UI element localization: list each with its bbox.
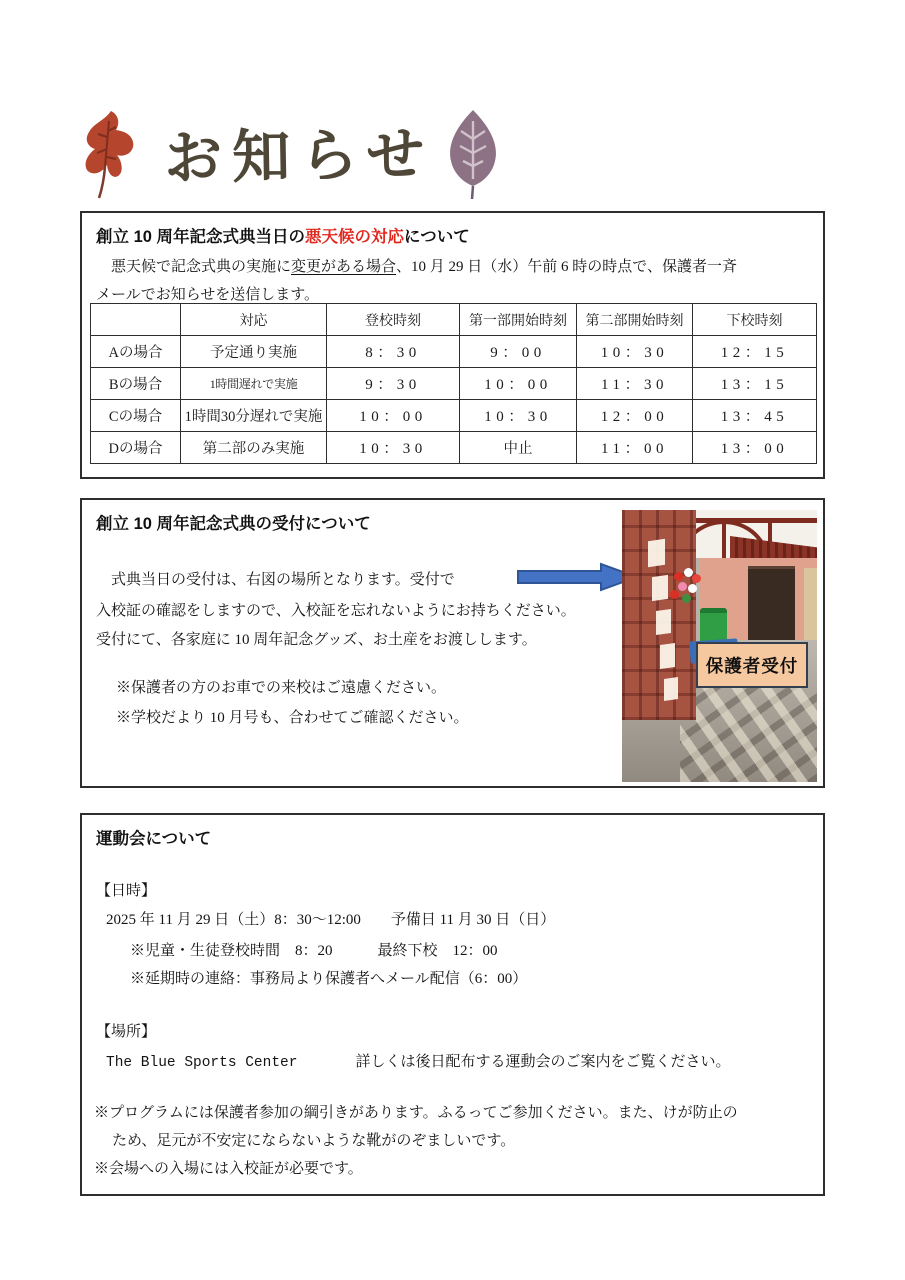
weather-title-suffix: について	[404, 228, 470, 246]
right-arrow-icon	[517, 562, 639, 592]
cell-response: 予定通り実施	[181, 336, 327, 368]
sports-datetime-label: 【日時】	[96, 883, 157, 899]
cell-time: 12：00	[577, 400, 693, 432]
section-sports-day	[80, 813, 825, 1196]
reception-note-1: ※保護者の方のお車での来校はご遠慮ください。	[116, 680, 447, 696]
cell-time: 10：30	[577, 336, 693, 368]
photo-side-wall	[804, 568, 817, 646]
weather-body-rest: 、10 月 29 日（水）午前 6 時の時点で、保護者一斉	[396, 259, 737, 275]
photo-flowers	[674, 572, 683, 581]
reception-line-2: 入校証の確認をしますので、入校証を忘れないようにお持ちください。	[96, 603, 576, 619]
reception-location-photo	[622, 510, 817, 782]
page-header	[78, 102, 508, 207]
photo-sunlight-patch	[648, 539, 665, 567]
reception-line-1: 式典当日の受付は、右図の場所となります。受付で	[96, 572, 455, 588]
cell-time: 11：30	[577, 368, 693, 400]
photo-shadow-pattern	[680, 685, 817, 782]
photo-sunlight-patch	[664, 677, 678, 701]
photo-sunlight-patch	[660, 643, 675, 669]
sports-footnote-1: ※プログラムには保護者参加の綱引きがあります。ふるってご参加ください。また、けが防止の	[94, 1105, 738, 1121]
weather-body-underlined: 変更がある場合	[291, 259, 397, 275]
sports-footnote-2: ため、足元が不安定にならないような靴がのぞましいです。	[112, 1133, 516, 1149]
col-header-dismissal: 下校時刻	[693, 304, 817, 336]
cell-time: 10：00	[460, 368, 577, 400]
cell-time: 13：00	[693, 432, 817, 464]
photo-doorway	[748, 566, 795, 644]
row-label: Dの場合	[91, 432, 181, 464]
cell-time: 9：30	[327, 368, 460, 400]
photo-flowers	[682, 594, 691, 603]
photo-flowers	[678, 582, 687, 591]
table-row	[91, 368, 817, 400]
page-title: お知らせ	[163, 119, 435, 192]
weather-schedule-table	[90, 303, 817, 464]
section-weather-response	[80, 211, 825, 479]
cell-time: 9：00	[460, 336, 577, 368]
sports-note-2: ※延期時の連絡：事務局より保護者へメール配信（6：00）	[130, 971, 528, 987]
sports-place-line	[106, 1050, 730, 1071]
sports-place-name: The Blue Sports Center	[106, 1055, 298, 1071]
reception-note-2: ※学校だより 10 月号も、合わせてご確認ください。	[116, 710, 469, 726]
table-row	[91, 432, 817, 464]
sports-note-1: ※児童・生徒登校時間 8：20 最終下校 12：00	[130, 943, 498, 959]
table-row	[91, 336, 817, 368]
row-label: Bの場合	[91, 368, 181, 400]
cell-response: 1時間遅れで実施	[181, 368, 327, 400]
row-label: Aの場合	[91, 336, 181, 368]
cell-time: 10：00	[327, 400, 460, 432]
cell-time: 13：15	[693, 368, 817, 400]
photo-flowers	[670, 590, 679, 599]
col-header-arrival: 登校時刻	[327, 304, 460, 336]
photo-flowers	[688, 584, 697, 593]
weather-section-title	[96, 223, 470, 247]
photo-sunlight-patch	[652, 575, 668, 601]
sports-place-desc: 詳しくは後日配布する運動会のご案内をご覧ください。	[355, 1054, 731, 1070]
row-label: Cの場合	[91, 400, 181, 432]
sports-section-title: 運動会について	[96, 830, 212, 848]
weather-body-lead: 悪天候で記念式典の実施に	[96, 259, 292, 275]
section-reception	[80, 498, 825, 788]
reception-label: 保護者受付	[696, 642, 808, 688]
table-row	[91, 400, 817, 432]
sports-place-label: 【場所】	[96, 1024, 157, 1040]
cell-time: 8：30	[327, 336, 460, 368]
cell-time: 12：15	[693, 336, 817, 368]
weather-title-highlight: 悪天候の対応	[305, 228, 405, 246]
reception-line-3: 受付にて、各家庭に 10 周年記念グッズ、お土産をお渡しします。	[96, 632, 537, 648]
purple-leaf-icon	[444, 109, 502, 201]
sports-footnote-3: ※会場への入場には入校証が必要です。	[94, 1161, 363, 1177]
cell-cancelled: 中止	[460, 432, 577, 464]
col-header-response: 対応	[181, 304, 327, 336]
table-header-row	[91, 304, 817, 336]
weather-title-prefix: 創立 10 周年記念式典当日の	[96, 228, 306, 246]
cell-response: 第二部のみ実施	[181, 432, 327, 464]
weather-body-line2: メールでお知らせを送信します。	[96, 287, 320, 303]
photo-sunlight-patch	[656, 609, 671, 635]
col-header-blank	[91, 304, 181, 336]
weather-body-line1	[96, 255, 737, 276]
photo-flowers	[692, 574, 701, 583]
cell-time: 13：45	[693, 400, 817, 432]
cell-time: 10：30	[460, 400, 577, 432]
red-leaf-icon	[78, 109, 142, 201]
sports-datetime-value: 2025 年 11 月 29 日（土）8：30～12:00 予備日 11 月 30 日（日）	[106, 912, 556, 928]
col-header-part1: 第一部開始時刻	[460, 304, 577, 336]
reception-section-title: 創立 10 周年記念式典の受付について	[96, 515, 371, 533]
cell-time: 11：00	[577, 432, 693, 464]
cell-response: 1時間30分遅れで実施	[181, 400, 327, 432]
col-header-part2: 第二部開始時刻	[577, 304, 693, 336]
cell-time: 10：30	[327, 432, 460, 464]
